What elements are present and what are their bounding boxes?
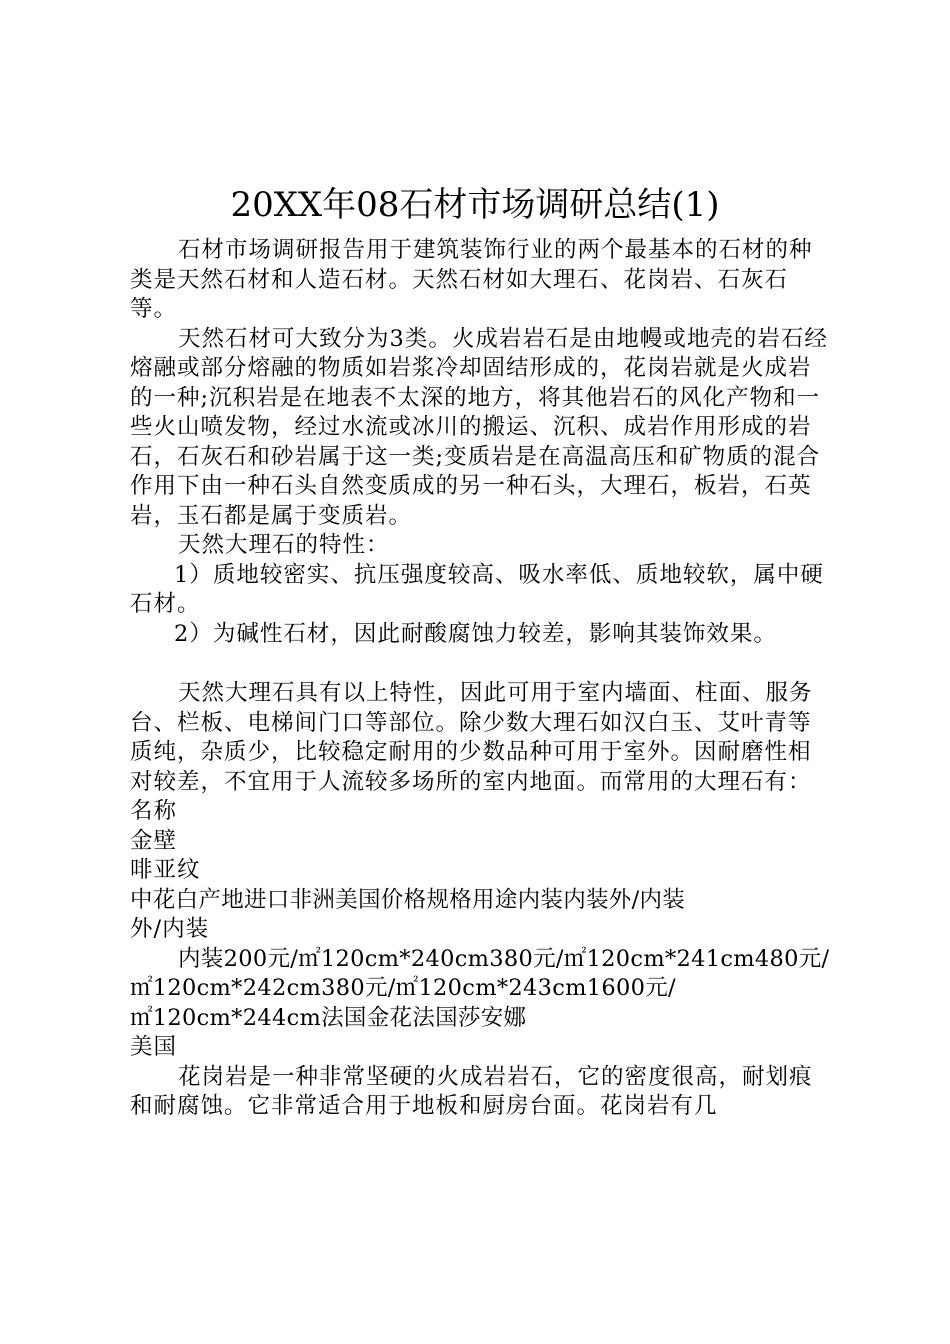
paragraph-marble-usage: 天然大理石具有以上特性，因此可用于室内墙面、柱面、服务台、栏板、电梯间门口等部位。除少数大理石如汉白玉、艾叶青等质纯，杂质少，比较稳定耐用的少数品种可用于室外。因耐磨性相对较差，不宜用于人流较多场所的室内地面。而常用的大理石有： [130,680,813,795]
paragraph-classification: 天然石材可大致分为3类。火成岩岩石是由地幔或地壳的岩石经熔融或部分熔融的物质如岩浆冷却固结形成的，花岗岩就是火成岩的一种;沉积岩是在地表不太深的地方，将其他岩石的风化产物和一些火山喷发物，经过水流或冰川的搬运、沉积、成岩作用形成的岩石，石灰石和砂岩属于这一类;变质岩是在高温高压和矿物质的混合作用下由一种石头自然变质成的另一种石头，大理石，板岩，石英岩，玉石都是属于变质岩。 [130,325,828,529]
paragraph-property-1: 1）质地较密实、抗压强度较高、吸水率低、质地较软，属中硬石材。 [130,561,824,617]
blank-line [130,649,830,679]
paragraph-property-2: 2）为碱性石材，因此耐酸腐蚀力较差，影响其装饰效果。 [174,620,777,647]
paragraph-intro: 石材市场调研报告用于建筑装饰行业的两个最基本的石材的种类是天然石材和人造石材。天然石材如大理石、花岗岩、石灰石等。 [130,237,813,322]
list-line-feiyawen: 啡亚纹 [130,857,201,883]
paragraph-marble-properties-heading: 天然大理石的特性： [178,532,390,558]
paragraph-prices: 内装200元/㎡120cm*240cm380元/㎡120cm*241cm480元/㎡120cm*242cm380元/㎡120cm*243cm1600元/ [130,945,830,1001]
list-line-usage: 外/内装 [130,916,210,942]
list-line-name: 名称 [130,798,178,824]
list-line-price-end: ㎡120cm*244cm法国金花法国莎安娜 [130,1004,527,1031]
document-body [130,236,830,1122]
list-line-usa: 美国 [130,1034,178,1060]
paragraph-granite: 花岗岩是一种非常坚硬的火成岩岩石，它的密度很高，耐划痕和耐腐蚀。它非常适合用于地板和厨房台面。花岗岩有几 [130,1063,813,1119]
list-line-jinbi: 金壁 [130,827,178,854]
document-title: 20XX年08石材市场调研总结(1) [230,185,720,225]
list-line-table-header: 中花白产地进口非洲美国价格规格用途内装内装外/内装 [130,886,686,913]
